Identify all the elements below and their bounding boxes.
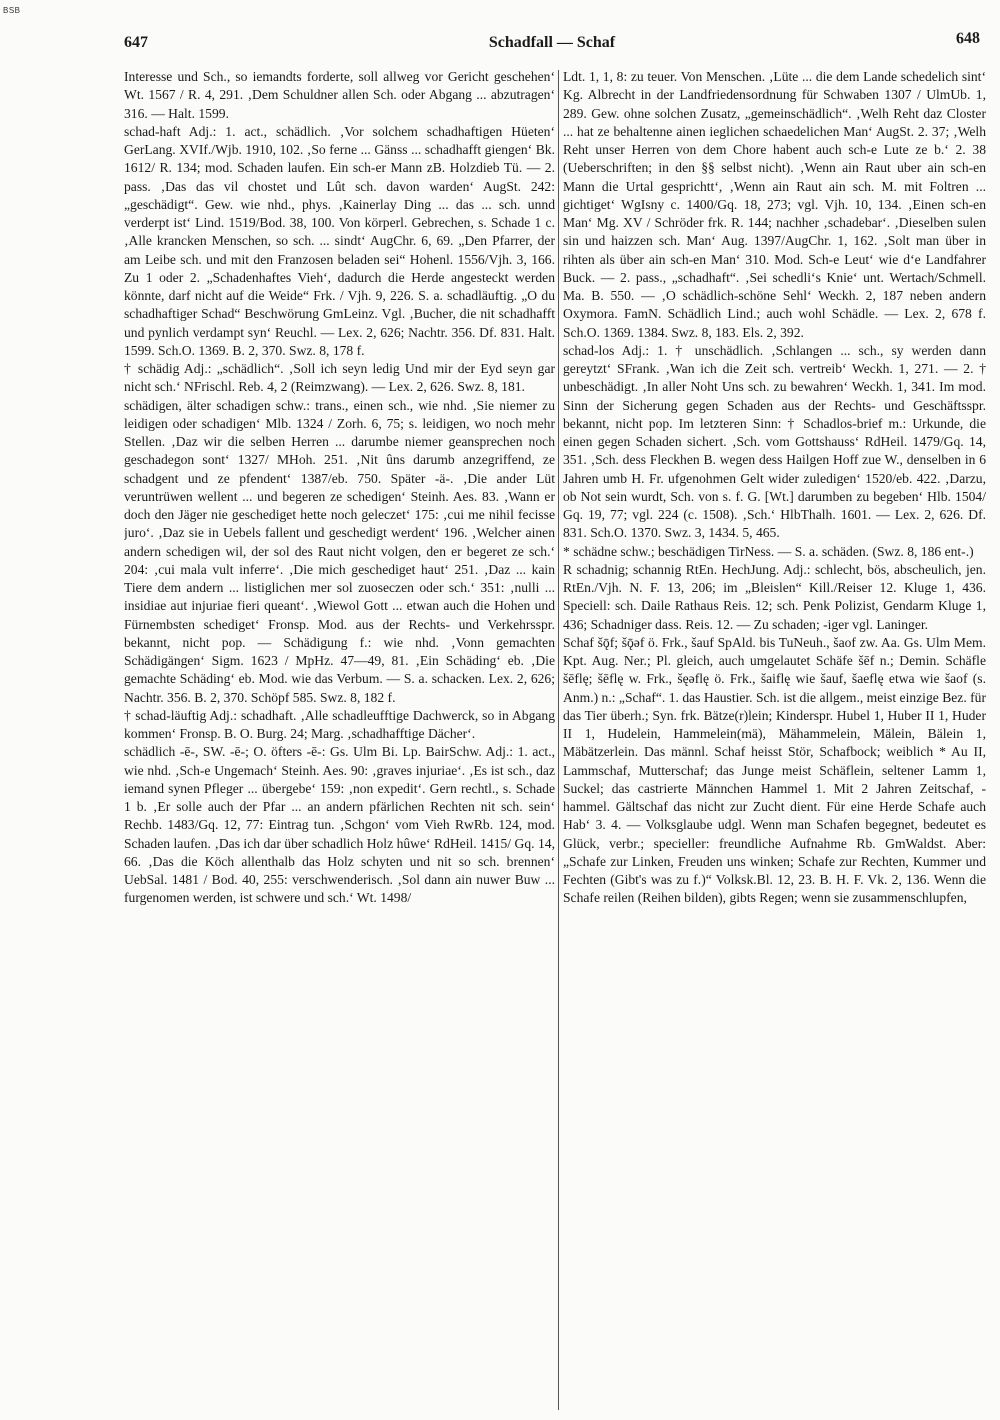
dictionary-entry: Schaf šǭf; šǭəf ö. Frk., šauf SpAld. bis TuNeuh., šaof zw. Aa. Gs. Ulm Mem. Kpt. Aug. Ner.; Pl. gleich, auch umgelautet Schäfe šēf n.; Demin. Schäfle šēflę; šēflę w. Frk., šęəflę ö. Frk., šaiflę wie šauf, šaeflę etwa wie šaof (s. Anm.) n.: „Schaf“. 1. das Haustier. Sch. ist die allgem., meist einzige Bez. für das Tier überh.; Syn. frk. Bätze(r)lein; Kinderspr. Hubel 1, Huber II 1, Huder II 1, Hudelein, Hammelein(mä), Mähammelein, Mälein, Bälein 1, Mäbätzerlein. Das männl. Schaf heisst Stör, Schafbock; weiblich * Au II, Lammschaf, Mutterschaf; das Junge meist Schäflein, seltener Lamm 1, Suckel; das castrierte Männchen Hammel 1. Mit 2 Jahren Zeitschaf, -hammel. Gältschaf das nicht zur Zucht dient. Für eine Herde Schafe auch Hab‘ 3. 4. — Volksglaube udgl. Wenn man Schafen begegnet, bedeutet es Glück, verbr.; specieller: freundliche Aufnahme Rb. GmWaldst. Aber: „Schafe zur Linken, Freuden uns winken; Schafe zur Rechten, Kummer und Fechten (Gibt's was zu f.)“ Volksk.Bl. 12, 23. B. H. F. Vk. 2, 136. Wenn die Schafe reilen (Reihen bilden), gibts Regen; wenn sie zusammenschlupfen, [563,634,986,906]
dictionary-entry: † schädig Adj.: „schädlich“. ‚Soll ich seyn ledig Und mir der Eyd seyn gar nicht sch.‘ NFrischl. Reb. 4, 2 (Reimzwang). — Lex. 2, 626. Swz. 8, 181. [124,361,555,395]
dictionary-entry: schad-haft Adj.: 1. act., schädlich. ‚Vor solchem schadhaftigen Hüeten‘ GerLang. XVIf./Wjb. 1910, 102. ‚So ferne ... Gänss ... schadhafft giengen‘ Bk. 1612/ R. 134; mod. Schaden laufen. Ein sch-er Mann zB. Holzdieb Tü. — 2. pass. ‚Das das vil chostet und Lût sch. davon warden‘ AugSt. 242: „geschädigt“. Gew. wie nhd., phys. ‚Kainerlay Ding ... das ... sch. unnd verderpt ist‘ Lind. 1519/Bod. 38, 100. Von körperl. Gebrechen, s. Schade 1 c. ‚Alle krancken Menschen, so sch. ... sindt‘ AugChr. 6, 69. „Den Pfarrer, der am Leibe sch. und mit den Franzosen beladen sei“ Hohenl. 1556/Vjh. 3, 166. Zu 1 oder 2. „Schadenhaftes Vieh‘, dadurch die Herde angesteckt werden könnte, darf nicht auf die Weide“ Frk. / Vjh. 9, 226. S. a. schadläuftig. „O du schadhaftiger Schad“ Beschwörung GmLeinz. Vgl. ‚Bucher, die nit schadhafft und pynlich verdampt syn‘ Reuchl. — Lex. 2, 626; Nachtr. 356. Df. 831. Halt. 1599. Sch.O. 1369. B. 2, 370. Swz. 8, 178 f. [124,123,555,358]
paragraph: Ldt. 1, 1, 8: zu teuer. Von Menschen. ‚Lüte ... die dem Lande schedelich sint‘ Kg. Albrecht in der Landfriedensordnung für Schwaben 1307 / UlmUb. 1, 289. Gew. ohne solchen Zusatz, „gemeinschädlich“. ‚Welh Reht daz Closter ... hat ze behaltenne ainen ieglichen schaedelichen Man‘ AugSt. 2. 37; ‚Welh Reht unser Herren von dem Chore habent auch sch-e Lute ze b.‘ 2. 38 (Ueberschriften; in den §§ selbst nicht). ‚Wenn ain Raut uber ain sch-en Mann die Urtal gesprichtt‘, ‚Wenn ain Raut ain sch. M. mit Foltren ... gichtiget‘ WgIsny c. 1400/Gq. 18, 273; vgl. Vjh. 10, 134. ‚Einen sch-en Man‘ Mg. XV / Schröder frk. R. 144; nachher ‚schadebar‘. ‚Dieselben sulen sin und haizzen sch. Man‘ Aug. 1397/AugChr. 1, 162. ‚Solt man über in rihten als über ain sch-en Man‘ 310. Mod. Sch-e Leut‘ wie d‘e Landfahrer Buck. — 2. pass., „schadhaft“. ‚Sei schedli‘s Knie‘ unt. Wertach/Schmell. Ma. B. 550. — ‚O schädlich-schöne Sehl‘ Weckh. 2, 187 neben andern Oxymora. FamN. Schädlich Lind.; auch wohl Schädle. — Lex. 2, 678 f. Sch.O. 1369. 1384. Swz. 8, 183. Els. 2, 392. [563,69,986,340]
dictionary-entry: † schad-läuftig Adj.: schadhaft. ‚Alle schadleufftige Dachwerck, so in Abgang kommen‘ Fronsp. B. O. Burg. 24; Marg. ‚schadhafftige Dächer‘. [124,707,555,741]
running-title: Schadfall — Schaf [488,34,616,51]
page-header [124,30,980,56]
dictionary-entry: * schädne schw.; beschädigen TirNess. — S. a. schäden. (Swz. 8, 186 ent-.) [563,543,974,559]
dictionary-entry: schädigen, älter schadigen schw.: trans., einen sch., wie nhd. ‚Sie niemer zu leidigen oder schadigen‘ Mlb. 1324 / Zorh. 6, 75; s. leidigen, wo noch mehr Stellen. ‚Daz wir die selben Herren ... darumbe niemer geansprechen noch geschadegon sont‘ 1327/ MHoh. 251. ‚Nit ûns darumb anzegriffend, ze schadgent und ze pfendent‘ 1387/eb. 750. Später -ä-. ‚Die ander Lüt veruntrüwen wellent ... und begeren ze schedigen‘ Steinh. Aes. 83. ‚Wann er doch den Jäger nie geschediget hette noch geleczet‘ 175: ‚cui me nihil fecisse juro‘. ‚Daz sie in Uebels fallent und geschedigt werdent‘ 196. ‚Welcher ainen andern schedigen wil, der sol des Raut nicht volgen, den er begeret ze sch.‘ 204: ‚cui mala vult inferre‘. ‚Die mich geschediget haut‘ 251. ‚Daz ... kain Tiere dem andern ... listiglichen mer sol zuoseczen oder sch.‘ 351: ‚nulli ... insidiae aut injuriae fieri queant‘. ‚Wiewol Gott ... etwan auch die Hohen und Fürnembsten schediget‘ Fronsp. Mod. aus der Rechts- und Verkehrsspr. bekannt, nicht pop. — Schädigung f.: wie nhd. ‚Vonn gemachten Schädigängen‘ Sigm. 1623 / MpHz. 47—49, 81. ‚Ein Schäding‘ eb. ‚Die gemachte Schäding‘ eb. Mod. wie das Verbum. — S. a. schacken. Lex. 2, 626; Nachtr. 356. B. 2, 370. Schöpf 585. Swz. 8, 182 f. [124,397,555,705]
right-column [563,68,986,1413]
library-stamp: BSB [3,6,21,15]
dictionary-entry: schädlich -ē-, SW. -ē-; O. öfters -ē-: Gs. Ulm Bi. Lp. BairSchw. Adj.: 1. act., wie nhd. ‚Sch-e Ungemach‘ Steinh. Aes. 90: ‚graves injuriae‘. ‚Es ist sch., daz iemand synen Pfleger ... übergebe‘ 159: ‚non expedit‘. Gern rechtl., s. Schade 1 b. ‚Er solle auch der Pfar ... an andern pfärlichen Rechten nit sch. sein‘ Rechb. 1483/Gq. 12, 77: Eintrag tun. ‚Schgon‘ vom Vieh RwRb. 124, mod. Schaden laufen. ‚Das ich dar über schadlich Holz hûwe‘ RdHeil. 1415/ Gq. 14, 66. ‚Das die Köch allenthalb das Holz schyten und nit so sch. brennen‘ UebSal. 1481 / Bod. 40, 255: verschwenderisch. ‚Sol dann ain nuwer Buw ... furgenomen werden, ist schwere und sch.‘ Wt. 1498/ [124,744,555,906]
dictionary-entry: schad-los Adj.: 1. † unschädlich. ‚Schlangen ... sch., sy werden dann gereytzt‘ SFrank. ‚Wan ich die Zeit sch. vertreib‘ Weckh. 1, 271. — 2. † unbeschädigt. ‚In aller Noht Uns sch. zu bewahren‘ Weckh. 1, 341. Im mod. Sinn der Sicherung gegen Schaden aus der Rechts- und Geschäftsspr. bekannt, nicht pop. Im letzteren Sinn: † Schadlos-brief m.: Urkunde, die einen gegen Schaden sichert. ‚Sch. vom Gottshauss‘ RdHeil. 1479/Gq. 14, 351. ‚Sch. dess Fleckhen B. wegen dess Hailgen Hoff zue W., denselben in 6 Jahren umb H. Fr. ufgenohmen Gelt wider zuledigen‘ 1520/eb. 422. ‚Darzu, ob Not sein wurdt, Sch. von s. f. G. [Wt.] darumben zu begeben‘ Hlb. 1504/ Gq. 19, 77; vgl. 224 (c. 1508). ‚Sch.‘ HlbThalh. 1601. — Lex. 2, 626. Df. 831. Sch.O. 1370. Swz. 3, 1434. 5, 465. [563,342,986,541]
column-divider [558,70,559,1410]
paragraph: Interesse und Sch., so iemandts forderte, soll allweg vor Gericht geschehen‘ Wt. 1567 / R. 4, 291. ‚Dem Schuldner allen Sch. oder Abgang ... abzutragen‘ 316. — Halt. 1599. [124,69,555,121]
dictionary-entry: R schadnig; schannig RtEn. HechJung. Adj.: schlecht, bös, abscheulich, jen. RtEn./Vjh. N. F. 13, 206; im „Bleislen“ Kill./Reiser 12. Kluge 1, 436. Speciell: sch. Daile Rathaus Reis. 12; sch. Penk Polizist, Gendarm Kluge 1, 436; Schadniger dass. Reis. 12. — Zu schaden; -iger vgl. Laninger. [563,561,986,632]
page-number-right: 648 [955,29,981,48]
left-column [124,68,555,1413]
page-number-left: 647 [124,34,148,51]
